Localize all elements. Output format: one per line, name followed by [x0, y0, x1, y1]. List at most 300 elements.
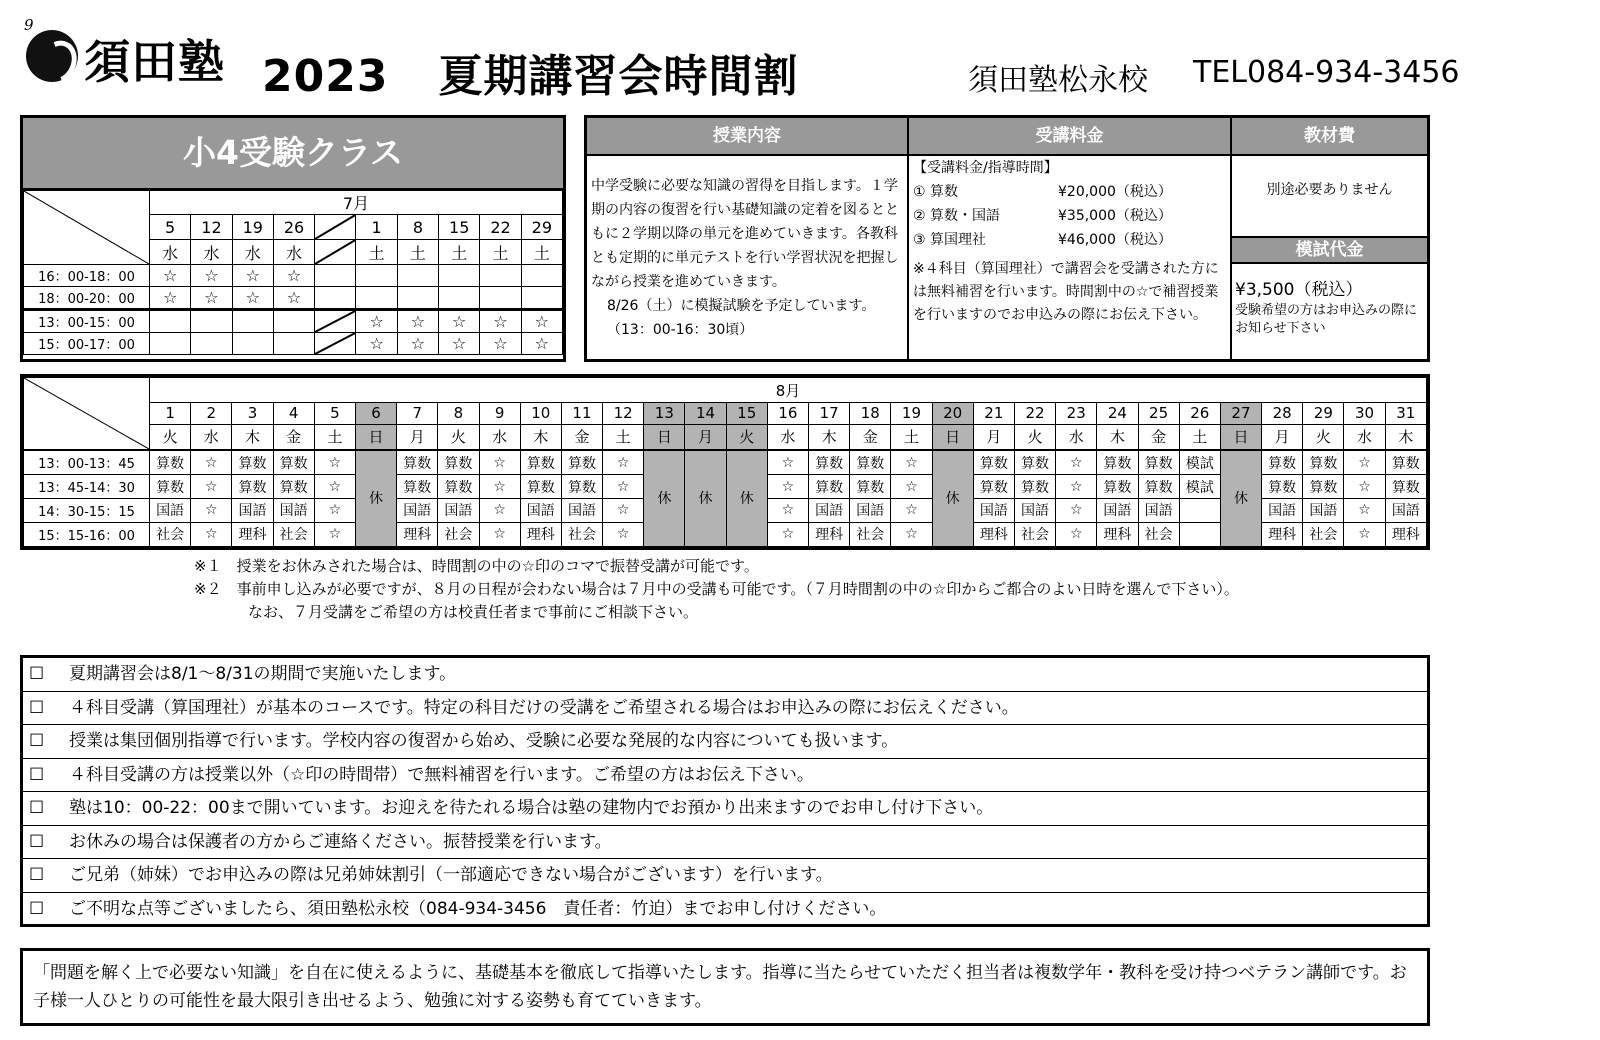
date-cell: 26 [273, 215, 314, 240]
schedule-cell: ☆ [439, 310, 480, 333]
schedule-cell: ☆ [1344, 475, 1385, 499]
schedule-cell: 国語 [232, 499, 273, 523]
day-cell: 月 [397, 424, 438, 450]
date-cell: 5 [314, 403, 355, 425]
schedule-cell: 社会 [150, 522, 191, 546]
date-cell: 3 [232, 403, 273, 425]
fee-item [913, 228, 1225, 252]
checklist-text: 塾は10：00-22：00まで開いています。お迎えを待たれる場合は塾の建物内でお預かり出来ますのでお申し付け下さい。 [69, 798, 994, 818]
schedule-cell: 算数 [438, 475, 479, 499]
date-cell: 6 [355, 403, 396, 425]
schedule-cell: 算数 [850, 450, 891, 475]
august-table [23, 377, 1427, 547]
date-cell: 1 [150, 403, 191, 425]
checklist-item [23, 658, 1427, 692]
schedule-cell: ☆ [603, 475, 644, 499]
schedule-cell: 理科 [973, 522, 1014, 546]
schedule-cell [273, 310, 314, 333]
fee-label: ① 算数 [913, 184, 959, 200]
holiday-cell: 休 [932, 450, 973, 547]
schedule-cell: 算数 [1097, 450, 1138, 475]
schedule-cell: 算数 [973, 450, 1014, 475]
schedule-cell: ☆ [314, 499, 355, 523]
logo-text: 須田塾 [84, 35, 225, 89]
schedule-cell: 算数 [397, 475, 438, 499]
schedule-cell: ☆ [314, 475, 355, 499]
fee-item [913, 204, 1225, 228]
checkbox-icon: ☐ [29, 831, 45, 852]
content-text-exam: 8/26（土）に模擬試験を予定しています。（13：00-16：30頃） [607, 298, 876, 338]
checklist-item [23, 826, 1427, 860]
date-cell: 10 [520, 403, 561, 425]
content-header: 授業内容 [587, 118, 907, 156]
schedule-cell: 理科 [809, 522, 850, 546]
schedule-cell: ☆ [1056, 499, 1097, 523]
day-row [24, 424, 1427, 450]
schedule-cell: ☆ [191, 499, 232, 523]
date-cell: 22 [480, 215, 521, 240]
schedule-cell: 国語 [520, 499, 561, 523]
schedule-cell: ☆ [891, 450, 932, 475]
july-table [23, 190, 563, 355]
school-logo [24, 16, 234, 92]
schedule-cell: 算数 [561, 475, 602, 499]
schedule-cell [1179, 499, 1220, 523]
date-cell: 28 [1262, 403, 1303, 425]
day-cell: 火 [1014, 424, 1055, 450]
checklist-item [23, 859, 1427, 893]
schedule-cell [521, 265, 562, 287]
separator-cell [315, 240, 356, 265]
schedule-cell: 算数 [1014, 450, 1055, 475]
schedule-cell: 国語 [1138, 499, 1179, 523]
schedule-cell: ☆ [150, 265, 191, 287]
schedule-cell: 算数 [1138, 475, 1179, 499]
date-cell: 23 [1056, 403, 1097, 425]
schedule-cell: ☆ [439, 333, 480, 355]
schedule-cell [439, 265, 480, 287]
schedule-cell: ☆ [479, 522, 520, 546]
checkbox-icon: ☐ [29, 798, 45, 818]
schedule-row [24, 287, 563, 310]
schedule-cell: ☆ [767, 522, 808, 546]
day-cell: 土 [891, 424, 932, 450]
fee-note: ※４科目（算国理社）で講習会を受講された方には無料補習を行います。時間割中の☆で補習授業を行いますのでお申込みの際にお伝え下さい。 [913, 261, 1219, 323]
schedule-cell: 理科 [232, 522, 273, 546]
date-cell: 9 [479, 403, 520, 425]
schedule-cell: 算数 [1262, 450, 1303, 475]
day-cell: 月 [685, 424, 726, 450]
schedule-cell: ☆ [191, 287, 232, 310]
day-cell: 水 [479, 424, 520, 450]
schedule-cell: ☆ [1344, 450, 1385, 475]
schedule-cell: 国語 [1014, 499, 1055, 523]
day-cell: 水 [767, 424, 808, 450]
date-cell: 15 [439, 215, 480, 240]
schedule-cell: 算数 [809, 475, 850, 499]
day-cell: 火 [726, 424, 767, 450]
schedule-cell: ☆ [1056, 475, 1097, 499]
date-cell: 29 [521, 215, 562, 240]
day-cell: 日 [355, 424, 396, 450]
schedule-cell: 国語 [438, 499, 479, 523]
schedule-cell: 算数 [1385, 475, 1426, 499]
date-cell: 25 [1138, 403, 1179, 425]
day-cell: 水 [232, 240, 273, 265]
date-cell: 24 [1097, 403, 1138, 425]
checklist-text: 夏期講習会は8/1～8/31の期間で実施いたします。 [69, 664, 457, 684]
exam-header: 模試代金 [1232, 238, 1427, 264]
schedule-cell [150, 333, 191, 355]
corner-cell [24, 191, 150, 265]
schedule-cell: 算数 [520, 450, 561, 475]
date-cell: 8 [397, 215, 438, 240]
date-cell: 12 [603, 403, 644, 425]
schedule-cell [356, 287, 397, 310]
schedule-cell: 国語 [973, 499, 1014, 523]
fee-price: ¥20,000（税込） [1058, 184, 1172, 200]
schedule-cell: ☆ [273, 287, 314, 310]
month-row [24, 378, 1427, 403]
schedule-cell [232, 310, 273, 333]
schedule-cell: ☆ [1056, 450, 1097, 475]
schedule-cell: 算数 [273, 450, 314, 475]
day-cell: 火 [150, 424, 191, 450]
schedule-cell: 理科 [1097, 522, 1138, 546]
corner-cell [24, 378, 150, 450]
schedule-cell: ☆ [480, 310, 521, 333]
july-schedule [20, 115, 566, 362]
day-cell: 金 [1138, 424, 1179, 450]
month-row [24, 191, 563, 215]
time-slot: 13：45-14：30 [24, 475, 150, 499]
schedule-cell: 国語 [273, 499, 314, 523]
holiday-cell: 休 [726, 450, 767, 547]
day-cell: 木 [1097, 424, 1138, 450]
schedule-cell: ☆ [603, 499, 644, 523]
time-slot: 13：00-15：00 [24, 310, 150, 333]
checklist-text: ご不明な点等ございましたら、須田塾松永校（084-934-3456 責任者：竹迫）までお申し付けください。 [69, 898, 887, 919]
logo-emblem-icon [26, 30, 78, 82]
schedule-cell: 算数 [1262, 475, 1303, 499]
time-slot: 18：00-20：00 [24, 287, 150, 310]
schedule-cell: 算数 [273, 475, 314, 499]
schedule-cell: 社会 [1303, 522, 1344, 546]
schedule-row [24, 450, 1427, 475]
schedule-cell: ☆ [521, 310, 562, 333]
schedule-cell: 算数 [232, 475, 273, 499]
fee-block [913, 156, 1225, 327]
schedule-cell: ☆ [356, 310, 397, 333]
schedule-cell: 国語 [1385, 499, 1426, 523]
title-text: 夏期講習会時間割 [438, 51, 799, 102]
schedule-cell: ☆ [767, 499, 808, 523]
schedule-cell [232, 333, 273, 355]
fee-price: ¥35,000（税込） [1058, 208, 1172, 224]
day-cell: 月 [1262, 424, 1303, 450]
day-cell: 木 [1385, 424, 1426, 450]
date-cell: 30 [1344, 403, 1385, 425]
schedule-cell: ☆ [356, 333, 397, 355]
schedule-cell: ☆ [273, 265, 314, 287]
class-name: 小4受験クラス [23, 118, 563, 190]
checkbox-icon: ☐ [29, 697, 45, 718]
material-header: 教材費 [1232, 118, 1427, 156]
schedule-cell: ☆ [191, 450, 232, 475]
checklist-text: ご兄弟（姉妹）でお申込みの際は兄弟姉妹割引（一部適応できない場合がございます）を行います。 [69, 865, 833, 885]
schedule-row [24, 265, 563, 287]
day-cell: 土 [1179, 424, 1220, 450]
schedule-cell: 国語 [1303, 499, 1344, 523]
time-slot: 13：00-13：45 [24, 450, 150, 475]
holiday-cell: 休 [685, 450, 726, 547]
schedule-cell: ☆ [397, 310, 438, 333]
checkbox-icon: ☐ [29, 731, 45, 751]
schedule-cell: 国語 [561, 499, 602, 523]
schedule-cell: 社会 [850, 522, 891, 546]
schedule-cell: 模試 [1179, 475, 1220, 499]
course-info [584, 115, 1430, 362]
schedule-cell: 国語 [850, 499, 891, 523]
day-cell: 水 [191, 240, 232, 265]
time-slot: 15：00-17：00 [24, 333, 150, 355]
day-cell: 土 [480, 240, 521, 265]
checklist-text: 授業は集団個別指導で行います。学校内容の復習から始め、受験に必要な発展的な内容についても扱います。 [69, 731, 899, 751]
schedule-cell: ☆ [603, 450, 644, 475]
fee-title: 【受講料金/指導時間】 [913, 160, 1058, 176]
fee-price: ¥46,000（税込） [1058, 232, 1172, 248]
schedule-cell: 社会 [273, 522, 314, 546]
schedule-cell: ☆ [891, 499, 932, 523]
schedule-cell: 国語 [1097, 499, 1138, 523]
month-label: 8月 [150, 378, 1427, 403]
divider [907, 118, 909, 359]
schedule-cell: ☆ [314, 450, 355, 475]
checklist-item [23, 692, 1427, 726]
date-cell: 15 [726, 403, 767, 425]
schedule-cell: ☆ [232, 265, 273, 287]
holiday-cell: 休 [1220, 450, 1261, 547]
schedule-cell: ☆ [314, 522, 355, 546]
date-cell: 19 [232, 215, 273, 240]
day-cell: 金 [561, 424, 602, 450]
note-2: ※２ 事前申し込みが必要ですが、８月の日程が会わない場合は７月中の受講も可能です。（７月時間割の中の☆印からご都合のよい日時を選んで下さい）。 [194, 580, 1239, 598]
day-cell: 日 [644, 424, 685, 450]
schedule-cell [397, 265, 438, 287]
schedule-cell: ☆ [191, 522, 232, 546]
schedule-cell: ☆ [1344, 499, 1385, 523]
schedule-cell: 算数 [561, 450, 602, 475]
schedule-cell: 算数 [1014, 475, 1055, 499]
schedule-cell: 国語 [809, 499, 850, 523]
schedule-cell: ☆ [480, 333, 521, 355]
separator-cell [315, 310, 356, 333]
checklist-text: お休みの場合は保護者の方からご連絡ください。振替授業を行います。 [69, 831, 612, 852]
schedule-cell: 算数 [850, 475, 891, 499]
schedule-row [24, 333, 563, 355]
schedule-cell: ☆ [767, 475, 808, 499]
schedule-cell: 算数 [809, 450, 850, 475]
schedule-cell: 算数 [973, 475, 1014, 499]
schedule-cell: ☆ [603, 522, 644, 546]
schedule-cell: ☆ [150, 287, 191, 310]
schedule-cell: 社会 [1138, 522, 1179, 546]
day-cell: 土 [521, 240, 562, 265]
date-row [24, 403, 1427, 425]
checklist-item [23, 725, 1427, 759]
schedule-cell: 算数 [150, 475, 191, 499]
fee-item [913, 180, 1225, 204]
fee-header: 受講料金 [909, 118, 1230, 156]
day-cell: 水 [150, 240, 191, 265]
separator-cell [315, 333, 356, 355]
schedule-cell: 国語 [1262, 499, 1303, 523]
schedule-cell: 理科 [520, 522, 561, 546]
day-cell: 日 [932, 424, 973, 450]
day-cell: 日 [1220, 424, 1261, 450]
time-slot: 15：15-16：00 [24, 522, 150, 546]
schedule-cell [397, 287, 438, 310]
date-cell: 18 [850, 403, 891, 425]
date-cell: 19 [891, 403, 932, 425]
schedule-cell: 社会 [1014, 522, 1055, 546]
schedule-cell [273, 333, 314, 355]
day-cell: 木 [520, 424, 561, 450]
schedule-cell: ☆ [767, 450, 808, 475]
time-slot: 16：00-18：00 [24, 265, 150, 287]
fee-label: ② 算数・国語 [913, 208, 1001, 224]
holiday-cell: 休 [355, 450, 396, 547]
schedule-cell: 理科 [1262, 522, 1303, 546]
schedule-cell: 国語 [397, 499, 438, 523]
schedule-cell: 算数 [1138, 450, 1179, 475]
exam-price: ¥3,500（税込） [1235, 280, 1363, 300]
checklist-text: ４科目受講（算国理社）が基本のコースです。特定の科目だけの受講をご希望される場合はお申込みの際にお伝えください。 [69, 697, 1019, 718]
content-text: 中学受験に必要な知識の習得を目指します。１学期の内容の復習を行い基礎知識の定着を図るとともに２学期以降の単元を進めていきます。各教科とも定期的に単元テストを行い学習状況を把握しながら授業を進めていきます。 8/26（土）に模擬試験を予定しています。（13：00-16：30頃） [591, 174, 905, 342]
date-cell: 4 [273, 403, 314, 425]
schedule-cell: 算数 [1303, 450, 1344, 475]
logo-nine: 9 [24, 16, 34, 34]
date-cell: 20 [932, 403, 973, 425]
schedule-cell: 社会 [438, 522, 479, 546]
day-cell: 木 [809, 424, 850, 450]
schedule-cell: ☆ [397, 333, 438, 355]
day-cell: 金 [850, 424, 891, 450]
schedule-cell [439, 287, 480, 310]
schedule-row [24, 310, 563, 333]
exam-note: 受験希望の方はお申込みの際にお知らせ下さい [1235, 303, 1418, 336]
schedule-cell: ☆ [191, 475, 232, 499]
schedule-cell: ☆ [891, 522, 932, 546]
checklist [20, 655, 1430, 927]
schedule-cell: ☆ [521, 333, 562, 355]
day-cell: 土 [314, 424, 355, 450]
schedule-cell: 模試 [1179, 450, 1220, 475]
schedule-cell [356, 265, 397, 287]
day-cell: 火 [1303, 424, 1344, 450]
day-cell: 金 [273, 424, 314, 450]
schedule-cell: ☆ [232, 287, 273, 310]
separator-cell [315, 215, 356, 240]
day-cell: 木 [232, 424, 273, 450]
date-cell: 17 [809, 403, 850, 425]
schedule-cell: 算数 [232, 450, 273, 475]
schedule-cell [191, 310, 232, 333]
date-cell: 13 [644, 403, 685, 425]
day-cell: 水 [1056, 424, 1097, 450]
schedule-cell: 算数 [520, 475, 561, 499]
schedule-cell: ☆ [479, 475, 520, 499]
school-name: 須田塾松永校 [968, 63, 1148, 98]
date-cell: 21 [973, 403, 1014, 425]
date-cell: 8 [438, 403, 479, 425]
schedule-cell: 算数 [1097, 475, 1138, 499]
date-cell: 14 [685, 403, 726, 425]
separator-cell [315, 287, 356, 310]
schedule-cell: 国語 [150, 499, 191, 523]
schedule-cell: 算数 [438, 450, 479, 475]
date-cell: 31 [1385, 403, 1426, 425]
day-cell: 土 [439, 240, 480, 265]
checkbox-icon: ☐ [29, 865, 45, 885]
checklist-item [23, 792, 1427, 826]
date-cell: 16 [767, 403, 808, 425]
checkbox-icon: ☐ [29, 898, 45, 919]
fee-label: ③ 算国理社 [913, 232, 987, 248]
date-cell: 29 [1303, 403, 1344, 425]
schedule-cell: 算数 [397, 450, 438, 475]
month-label: 7月 [150, 191, 563, 215]
schedule-cell: 算数 [1385, 450, 1426, 475]
schedule-cell: 算数 [150, 450, 191, 475]
date-cell: 1 [356, 215, 397, 240]
day-cell: 水 [1344, 424, 1385, 450]
checklist-item [23, 893, 1427, 927]
schedule-cell: ☆ [891, 475, 932, 499]
august-schedule [20, 374, 1430, 550]
day-cell: 水 [273, 240, 314, 265]
schedule-cell: 理科 [1385, 522, 1426, 546]
day-cell: 月 [973, 424, 1014, 450]
title-year: 2023 [262, 51, 389, 102]
checklist-text: ４科目受講の方は授業以外（☆印の時間帯）で無料補習を行います。ご希望の方はお伝え下さい。 [69, 764, 814, 785]
day-cell: 土 [603, 424, 644, 450]
holiday-cell: 休 [644, 450, 685, 547]
schedule-cell: ☆ [191, 265, 232, 287]
schedule-cell: ☆ [479, 499, 520, 523]
note-1: ※１ 授業をお休みされた場合は、時間割の中の☆印のコマで振替受講が可能です。 [194, 557, 759, 575]
schedule-cell [480, 265, 521, 287]
date-cell: 22 [1014, 403, 1055, 425]
schedule-cell [150, 310, 191, 333]
date-cell: 5 [150, 215, 191, 240]
schedule-cell: 理科 [397, 522, 438, 546]
time-slot: 14：30-15：15 [24, 499, 150, 523]
page-title [262, 40, 798, 104]
note-3: なお、７月受講をご希望の方は校責任者まで事前にご相談下さい。 [248, 603, 699, 621]
bottom-message: 「問題を解く上で必要ない知識」を自在に使えるように、基礎基本を徹底して指導いたします。指導に当たらせていただく担当者は複数学年・教科を受け持つベテラン講師です。お子様一人ひとりの可能性を最大限引き出せるよう、勉強に対する姿勢も育てていきます。 [20, 948, 1430, 1026]
school-tel: TEL084-934-3456 [1193, 55, 1460, 90]
schedule-cell [1179, 522, 1220, 546]
date-cell: 27 [1220, 403, 1261, 425]
schedule-cell: ☆ [479, 450, 520, 475]
schedule-cell [480, 287, 521, 310]
checkbox-icon: ☐ [29, 664, 45, 684]
day-cell: 水 [191, 424, 232, 450]
schedule-cell [521, 287, 562, 310]
material-text: 別途必要ありません [1266, 182, 1393, 198]
separator-cell [315, 265, 356, 287]
